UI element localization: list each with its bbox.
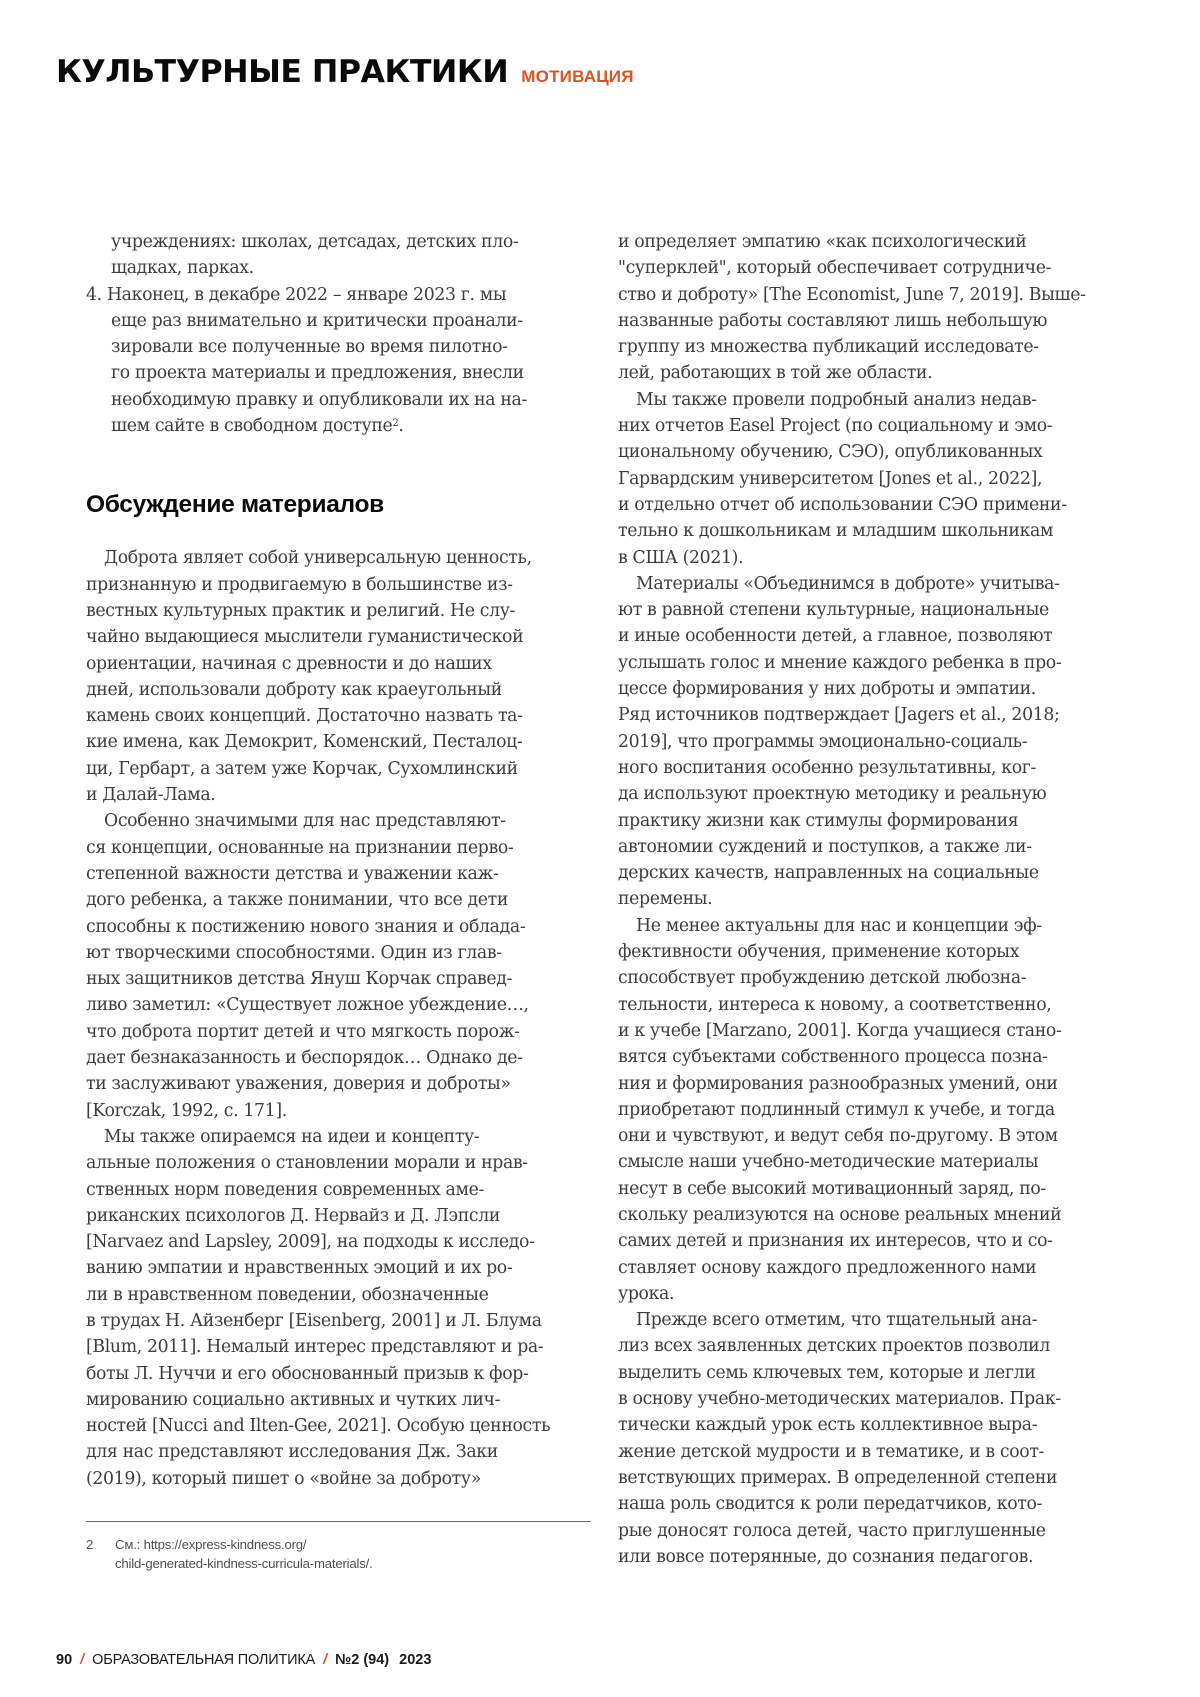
text-line: [Narvaez and Lapsley, 2009], на подходы к исследо- (86, 1232, 535, 1253)
text-line: ют творческими способностями. Один из глав- (86, 942, 502, 963)
text-line: Прежде всего отметим, что тщательный ана- (636, 1310, 1038, 1331)
footnote-number: 2 (86, 1537, 94, 1552)
text-line: и Далай-Лама. (86, 785, 216, 806)
list-item-4: 4. Наконец, в декабре 2022 – январе 2023 г. мы еще раз внимательно и критически проанали- зировали все полученные во время пилотно- го проекта материалы и предложения, внесли необходимую правку и опубликовали их на на- шем сайте в свободном доступе$^2$. (86, 282, 596, 440)
text-line: группу из множества публикаций исследовате- (618, 337, 1039, 358)
footnote-divider (86, 1521, 591, 1522)
text-line: ли в нравственном поведении, обозначенные (86, 1284, 489, 1305)
text-line: ся концепции, основанные на признании перво- (86, 837, 514, 858)
text-line: Материалы «Объединимся в доброте» учитыва- (636, 573, 1060, 594)
text-line: для нас представляют исследования Дж. Заки (86, 1442, 498, 1463)
text-line: и определяет эмпатию «как психологический (618, 232, 1027, 252)
journal-name: ОБРАЗОВАТЕЛЬНАЯ ПОЛИТИКА (92, 1652, 316, 1668)
text-line: (2019), который пишет о «войне за доброту» (86, 1468, 481, 1489)
text-line: учреждениях: школах, детсадах, детских пло- (111, 232, 519, 252)
text-line: способствует пробуждению детской любозна- (618, 968, 1027, 989)
text-line: камень своих концепций. Достаточно назвать та- (86, 706, 523, 727)
text-line: вестных культурных практик и религий. Не слу- (86, 600, 515, 621)
text-line: чайно выдающиеся мыслители гуманистической (86, 627, 524, 648)
text-line: смысле наши учебно-методические материалы (618, 1152, 1039, 1173)
text-line: и к учебе [Marzano, 2001]. Когда учащиеся стано- (618, 1020, 1062, 1041)
text-line: мированию социально активных и чутких лич- (86, 1389, 501, 1410)
footnote-link-line[interactable]: child-generated-kindness-curricula-materials/. (115, 1556, 373, 1571)
text-line: и отдельно отчет об использовании СЭО примени- (618, 494, 1067, 515)
page-number: 90 (56, 1652, 73, 1668)
text-line: степенной важности детства и уважении каж- (86, 863, 499, 884)
text-line: или вовсе потерянные, до сознания педагогов. (618, 1546, 1034, 1567)
text-line: ство и доброту» [The Economist, June 7, 2019]. Выше- (618, 284, 1086, 305)
text-line: дает безнаказанность и беспорядок… Однако де- (86, 1048, 523, 1069)
text-line: самих детей и признания их интересов, что и со- (618, 1231, 1053, 1252)
text-line: практику жизни как стимулы формирования (618, 810, 1019, 831)
text-line: наша роль сводится к роли передатчиков, кото- (618, 1494, 1043, 1515)
text-line: циональному обучению, СЭО), опубликованных (618, 442, 1043, 463)
list-line: Наконец, в декабре 2022 – январе 2023 г. мы (106, 284, 507, 305)
paragraph (618, 571, 1138, 913)
text-line: в США (2021). (618, 547, 744, 568)
text-line: дней, использовали доброту как краеугольный (86, 679, 502, 700)
left-column (86, 229, 596, 1492)
text-line: несут в себе высокий мотивационный заряд, по- (618, 1178, 1046, 1199)
text-line: альные положения о становлении морали и нрав- (86, 1153, 528, 1174)
text-line: них отчетов Easel Project (по социальному и эмо- (618, 416, 1053, 437)
text-line: ния и формирования разнообразных умений, они (618, 1073, 1058, 1094)
text-line: ванию эмпатии и нравственных эмоций и их ро- (86, 1258, 513, 1279)
text-line: лей, работающих в той же области. (618, 363, 933, 384)
text-line: цессе формирования у них доброты и эмпатии. (618, 679, 1036, 700)
text-line: го проекта материалы и предложения, внесли (111, 363, 524, 384)
text-line: что доброта портит детей и что мягкость порож- (86, 1021, 520, 1042)
text-line: они и чувствуют, и ведут себя по-другому. В этом (618, 1126, 1058, 1147)
footnote-text (115, 1535, 373, 1573)
paragraph (86, 808, 596, 1124)
slash-separator-icon: / (323, 1652, 328, 1668)
text-line: ют в равной степени культурные, национальные (618, 600, 1049, 621)
text-line: ориентации, начиная с древности и до наших (86, 653, 492, 674)
text-line: дого ребенка, а также понимании, что все дети (86, 890, 509, 911)
subheading: Обсуждение материалов (86, 491, 384, 519)
paragraph (618, 913, 1138, 1307)
paragraph (618, 387, 1138, 571)
text-line: ветствующих примерах. В определенной степени (618, 1467, 1058, 1488)
paragraph (86, 1124, 596, 1492)
text-line: тически каждый урок есть коллективное выра- (618, 1415, 1038, 1436)
text-line: рые доносят голоса детей, часто приглушенные (618, 1520, 1046, 1541)
footnote (86, 1535, 373, 1573)
text-line: и иные особенности детей, а главное, позволяют (618, 626, 1053, 647)
text-line: ливо заметил: «Существует ложное убеждение…, (86, 995, 529, 1016)
right-column (618, 229, 1138, 1570)
slash-separator-icon: / (80, 1652, 85, 1668)
section-subtitle: МОТИВАЦИЯ (521, 67, 634, 86)
text-line: Особенно значимыми для нас представляют- (104, 811, 506, 832)
text-line: урока. (618, 1283, 675, 1304)
text-line: необходимую правку и опубликовали их на на- (111, 389, 527, 410)
issue-number: №2 (94) (335, 1652, 390, 1668)
text-line: Доброта являет собой универсальную ценность, (104, 548, 532, 569)
text-line: да используют проектную методику и реальную (618, 784, 1047, 805)
text-line: фективности обучения, применение которых (618, 942, 1020, 963)
list-line: шем сайте в свободном доступе (111, 416, 393, 437)
text-line: Мы также опираемся на идеи и концепту- (104, 1126, 480, 1147)
list-number: 4. (86, 284, 102, 305)
text-line: перемены. (618, 889, 713, 910)
paragraph (618, 1307, 1138, 1570)
footnote-line: См.: https://express-kindness.org/ (115, 1537, 307, 1552)
text-line: ственных норм поведения современных аме- (86, 1179, 484, 1200)
text-line: ставляет основу каждого предложенного нами (618, 1257, 1037, 1278)
text-line: скольку реализуются на основе реальных мнений (618, 1204, 1062, 1225)
text-line: Ряд источников подтверждает [Jagers et al., 2018; (618, 705, 1060, 726)
text-line: щадках, парках. (111, 258, 254, 279)
text-line: ных защитников детства Януш Корчак справед- (86, 969, 513, 990)
text-line: ти заслуживают уважения, доверия и доброты» (86, 1074, 511, 1095)
text-line: [Korczak, 1992, с. 171]. (86, 1100, 287, 1121)
text-line: Мы также провели подробный анализ недав- (636, 389, 1037, 410)
text-line: автономии суждений и поступков, а также ли- (618, 836, 1032, 857)
text-line: дерских качеств, направленных на социальные (618, 863, 1039, 884)
text-line: риканских психологов Д. Нервайз и Д. Лэпсли (86, 1205, 501, 1226)
page-footer (56, 1652, 431, 1668)
text-line: ностей [Nucci and Ilten-Gee, 2021]. Особую ценность (86, 1416, 551, 1437)
issue-year: 2023 (399, 1652, 432, 1668)
footnote-reference[interactable]: 2 (392, 418, 399, 430)
text-line: Не менее актуальны для нас и концепции эф- (636, 915, 1042, 936)
text-line: лиз всех заявленных детских проектов позволил (618, 1336, 1050, 1357)
text-line: в трудах Н. Айзенберг [Eisenberg, 2001] и Л. Блума (86, 1310, 542, 1331)
text-line: выделить семь ключевых тем, которые и легли (618, 1362, 1036, 1383)
text-line: еще раз внимательно и критически проанали- (111, 310, 523, 331)
section-title: КУЛЬТУРНЫЕ ПРАКТИКИ (56, 54, 509, 90)
text-line: 2019], что программы эмоционально-социаль- (618, 731, 1028, 752)
text-line: тельности, интереса к новому, а соответственно, (618, 994, 1052, 1015)
text-line: "суперклей", который обеспечивает сотрудниче- (618, 258, 1052, 279)
text-line: ци, Гербарт, а затем уже Корчак, Сухомлинский (86, 758, 518, 779)
text-line: названные работы составляют лишь небольшую (618, 310, 1048, 331)
text-line: приобретают подлинный стимул к учебе, и тогда (618, 1099, 1055, 1120)
text-line: [Blum, 2011]. Немалый интерес представляют и ра- (86, 1337, 544, 1358)
text-line: вятся субъектами собственного процесса позна- (618, 1047, 1048, 1068)
text-line: в основу учебно-методических материалов. Прак- (618, 1389, 1061, 1410)
text-line: Гарвардским университетом [Jones et al., 2022], (618, 468, 1043, 489)
text-line: зировали все полученные во время пилотно- (111, 337, 508, 358)
text-line: способны к постижению нового знания и облада- (86, 916, 526, 937)
text-line: тельно к дошкольникам и младшим школьникам (618, 521, 1054, 542)
running-header (56, 54, 634, 90)
text-line: услышать голос и мнение каждого ребенка в про- (618, 652, 1062, 673)
text-line: боты Л. Нуччи и его обоснованный призыв к фор- (86, 1363, 529, 1384)
list-item-3-tail (86, 229, 596, 282)
text-line: кие имена, как Демокрит, Коменский, Песталоц- (86, 732, 523, 753)
text-line: признанную и продвигаемую в большинстве из- (86, 574, 513, 595)
text-line: жение детской мудрости и в тематике, и в соот- (618, 1441, 1045, 1462)
text-line: ного воспитания особенно результативны, ког- (618, 757, 1036, 778)
paragraph (86, 545, 596, 808)
